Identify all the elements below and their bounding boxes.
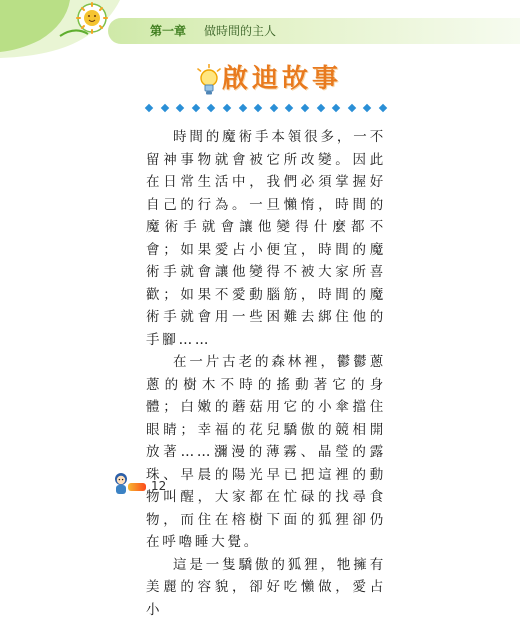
page-number: 12 — [151, 477, 166, 495]
divider-diamond — [145, 104, 153, 112]
story-paragraph: 這是一隻驕傲的狐狸，牠擁有美麗的容貌，卻好吃懶做，愛占小 — [146, 554, 386, 621]
story-body — [146, 126, 386, 621]
story-paragraph: 時間的魔術手本領很多，一不留神事物就會被它所改變。因此在日常生活中，我們必須掌握好自己的行為。一旦懶惰，時間的魔術手就會讓他變得什麼都不會；如果愛占小便宜，時間的魔術手就會讓他變得不被大家所喜歡；如果不愛動腦筋，時間的魔術手就會用一些困難去綁住他的手腳…… — [146, 126, 386, 351]
story-paragraph: 在一片古老的森林裡，鬱鬱蔥蔥的樹木不時的搖動著它的身體；白嫩的蘑菇用它的小傘擋住眼睛；幸福的花兒驕傲的競相開放著……瀰漫的薄霧、晶瑩的露珠、早晨的陽光早已把這裡的動物叫醒，大家都在忙碌的找尋食物，而住在榕樹下面的狐狸卻仍在呼嚕睡大覺。 — [146, 351, 386, 554]
footer-color-tag — [128, 483, 146, 491]
divider-diamond — [223, 104, 231, 112]
divider-diamond — [192, 104, 200, 112]
divider-diamond — [363, 104, 371, 112]
sun-face-leaf-icon — [0, 0, 120, 58]
divider-diamond — [347, 104, 355, 112]
divider-diamond — [301, 104, 309, 112]
diamond-divider — [146, 103, 386, 113]
divider-diamond — [332, 104, 340, 112]
divider-diamond — [270, 104, 278, 112]
chapter-title: 做時間的主人 — [204, 21, 276, 41]
divider-diamond — [254, 104, 262, 112]
divider-diamond — [207, 104, 215, 112]
lightbulb-icon — [196, 64, 222, 98]
divider-diamond — [379, 104, 387, 112]
divider-diamond — [176, 104, 184, 112]
divider-diamond — [160, 104, 168, 112]
chapter-label: 第一章 — [150, 21, 186, 41]
divider-diamond — [238, 104, 246, 112]
section-heading: 啟迪故事 — [222, 62, 342, 96]
divider-diamond — [285, 104, 293, 112]
divider-diamond — [316, 104, 324, 112]
